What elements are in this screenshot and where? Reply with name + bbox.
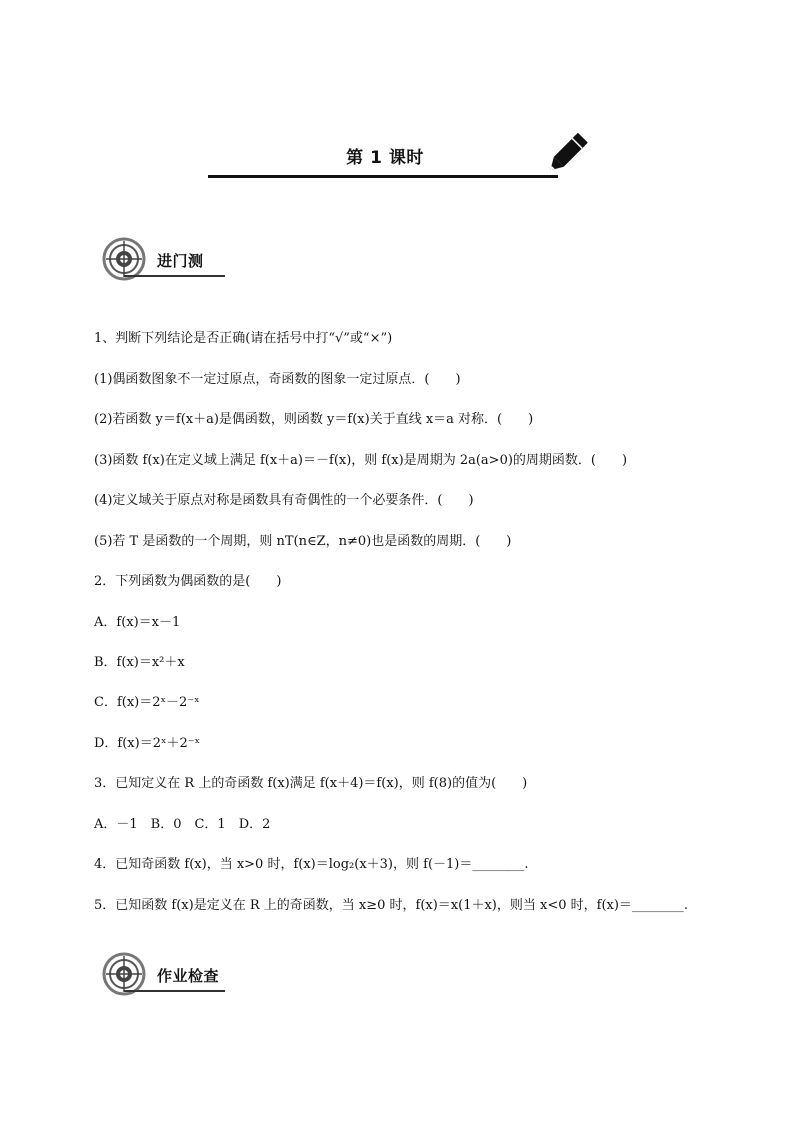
question-3-options: A．－1 B．0 C．1 D．2 xyxy=(94,817,271,832)
title-underline xyxy=(208,175,558,178)
question-1-item-3: (3)函数 f(x)在定义域上满足 f(x＋a)＝－f(x)，则 f(x)是周期为 2a(a>0)的周期函数．( ) xyxy=(94,453,628,468)
question-5: 5．已知函数 f(x)是定义在 R 上的奇函数，当 x≥0 时，f(x)＝x(1＋x)，则当 x<0 时，f(x)＝________. xyxy=(94,898,689,913)
section-underline xyxy=(124,275,225,277)
question-4: 4．已知奇函数 f(x)，当 x>0 时，f(x)＝log₂(x＋3)，则 f(－1)＝________. xyxy=(94,857,529,872)
question-1-item-5: (5)若 T 是函数的一个周期，则 nT(n∈Z，n≠0)也是函数的周期．( ) xyxy=(94,534,512,549)
page-title: 第 1 课时 xyxy=(346,148,424,168)
question-2-option-d: D．f(x)＝2ˣ＋2⁻ˣ xyxy=(94,736,201,751)
question-2-stem: 2．下列函数为偶函数的是( ) xyxy=(94,574,282,589)
question-3-stem: 3．已知定义在 R 上的奇函数 f(x)满足 f(x＋4)＝f(x)，则 f(8)的值为( ) xyxy=(94,776,528,791)
question-1-stem: 1、判断下列结论是否正确(请在括号中打“√”或“×”) xyxy=(94,331,393,346)
question-1-item-4: (4)定义域关于原点对称是函数具有奇偶性的一个必要条件．( ) xyxy=(94,493,474,508)
question-2-option-c: C．f(x)＝2ˣ－2⁻ˣ xyxy=(94,695,200,710)
pencil-icon xyxy=(542,128,594,180)
section-label: 进门测 xyxy=(157,252,204,270)
section-header-entry-test xyxy=(102,237,226,285)
question-2-option-b: B．f(x)＝x²＋x xyxy=(94,655,185,670)
section-header-homework-check xyxy=(102,952,226,1000)
question-1-item-2: (2)若函数 y＝f(x＋a)是偶函数，则函数 y＝f(x)关于直线 x＝a 对称．( ) xyxy=(94,412,534,427)
section-underline xyxy=(124,990,225,992)
question-2-option-a: A．f(x)＝x－1 xyxy=(94,615,181,630)
section-label: 作业检查 xyxy=(157,967,220,985)
question-1-item-1: (1)偶函数图象不一定过原点，奇函数的图象一定过原点．( ) xyxy=(94,372,461,387)
